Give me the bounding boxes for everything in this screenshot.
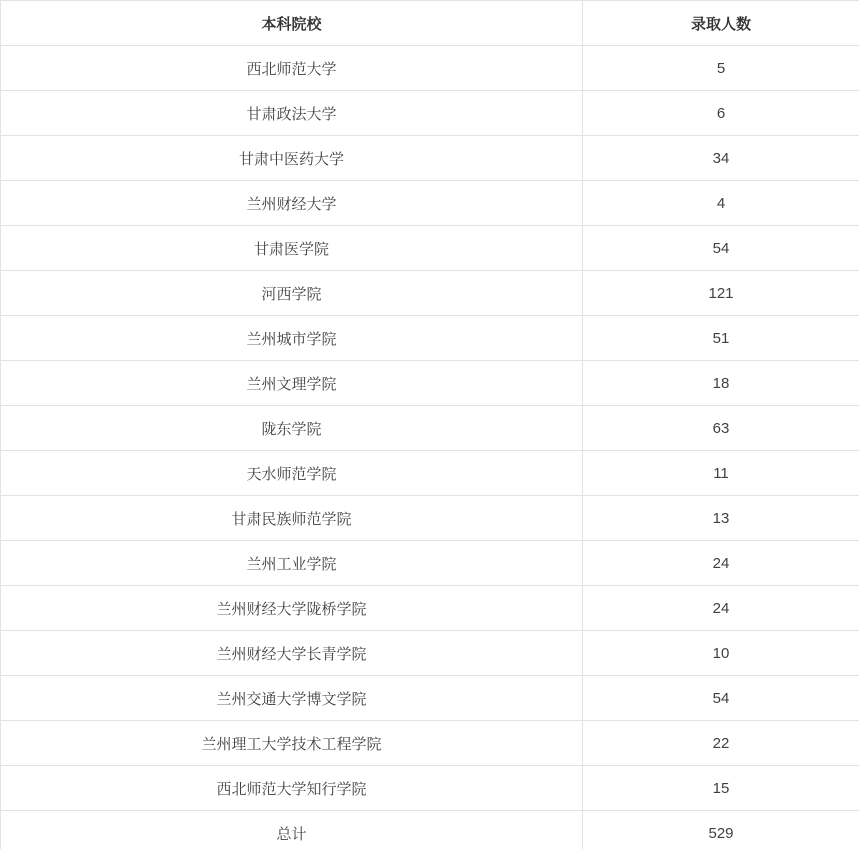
school-cell: 甘肃民族师范学院 [1,496,583,540]
table-total-row [1,811,859,849]
table-row [1,46,859,91]
table-row [1,721,859,766]
count-cell: 5 [716,59,726,77]
school-cell: 陇东学院 [1,406,583,450]
school-cell: 兰州文理学院 [1,361,583,405]
header-school: 本科院校 [1,1,583,45]
school-cell: 兰州工业学院 [1,541,583,585]
count-cell: 24 [712,554,730,572]
count-cell: 63 [712,419,730,437]
count-cell: 54 [712,239,730,257]
school-cell: 兰州城市学院 [1,316,583,360]
table-row [1,361,859,406]
count-cell: 24 [712,599,730,617]
school-cell: 兰州财经大学陇桥学院 [1,586,583,630]
school-cell: 西北师范大学 [1,46,583,90]
header-count: 录取人数 [690,15,751,33]
table-row [1,631,859,676]
table-row [1,541,859,586]
table-row [1,451,859,496]
count-cell: 121 [708,284,734,302]
school-cell: 甘肃中医药大学 [1,136,583,180]
table-row [1,586,859,631]
school-cell: 兰州理工大学技术工程学院 [1,721,583,765]
table-row [1,226,859,271]
count-cell: 13 [712,509,730,527]
table-row [1,316,859,361]
table-body [1,46,859,849]
count-cell: 10 [712,644,730,662]
count-cell: 18 [712,374,730,392]
table-row [1,271,859,316]
school-cell: 甘肃医学院 [1,226,583,270]
count-cell: 51 [712,329,730,347]
school-cell: 总计 [1,811,583,849]
count-cell: 54 [712,689,730,707]
count-cell: 6 [716,104,726,122]
table-row [1,91,859,136]
school-cell: 河西学院 [1,271,583,315]
count-cell: 11 [713,464,729,482]
count-cell: 4 [716,194,726,212]
table-row [1,766,859,811]
table-row [1,136,859,181]
count-cell: 15 [712,779,730,797]
school-cell: 兰州交通大学博文学院 [1,676,583,720]
school-cell: 兰州财经大学 [1,181,583,225]
table-row [1,676,859,721]
table-row [1,496,859,541]
school-cell: 兰州财经大学长青学院 [1,631,583,675]
count-cell: 22 [712,734,730,752]
school-cell: 甘肃政法大学 [1,91,583,135]
table-header-row [1,1,859,46]
count-cell: 529 [708,824,734,842]
school-cell: 西北师范大学知行学院 [1,766,583,810]
school-cell: 天水师范学院 [1,451,583,495]
table-row [1,181,859,226]
count-cell: 34 [712,149,730,167]
table-row [1,406,859,451]
